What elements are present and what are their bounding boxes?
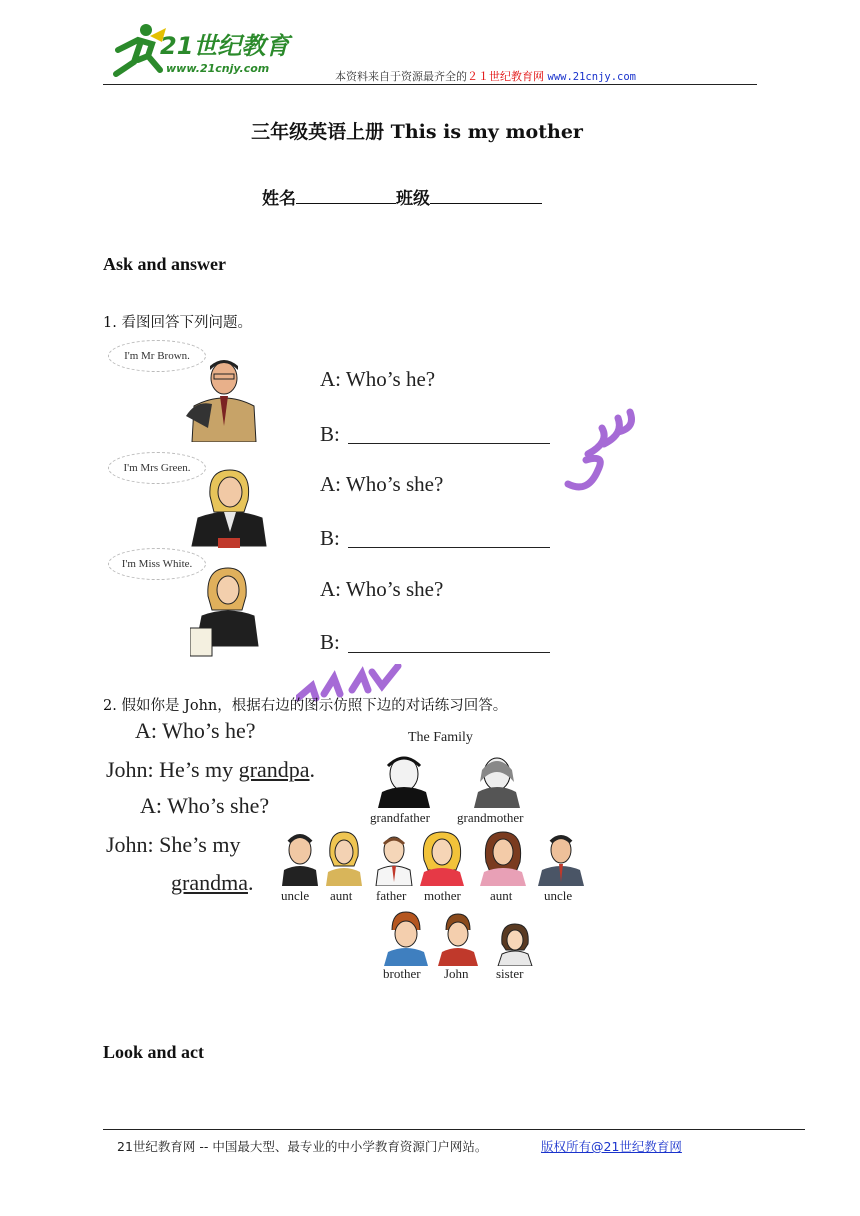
name-label: 姓名 [262,189,296,209]
label-john: John [444,966,469,981]
grandmother-portrait [470,752,524,808]
question-who-she: A: Who’s she? [320,472,444,496]
label-brother: brother [383,966,421,981]
mr-brown-illustration [182,356,266,442]
dialog-a2: A: Who’s she? [140,793,270,818]
grandfather-portrait [374,752,434,808]
uncle-portrait [536,830,586,886]
speech-bubble: I'm Miss White. [108,548,206,580]
header-note [335,68,636,84]
answer-label: B: [320,422,340,446]
question-2: 2. 假如你是 John，根据右边的图示仿照下边的对话练习回答。 [103,698,508,714]
mother-portrait [418,830,466,886]
label-aunt: aunt [330,888,353,903]
label-grandfather: grandfather [370,810,430,825]
logo-url: www.21cnjy.com [166,62,270,75]
dialog-john1 [106,757,315,783]
header-note-site[interactable]: ２１世纪教育网 [467,70,544,83]
footer-text: 21世纪教育网 -- 中国最大型、最专业的中小学教育资源门户网站。 [117,1139,488,1154]
john-portrait [436,912,480,966]
label-mother: mother [424,888,461,903]
question-who-she: A: Who’s she? [320,577,444,601]
family-title: The Family [408,730,473,745]
footer-copyright-link[interactable]: 版权所有@21世纪教育网 [541,1139,682,1154]
label-uncle: uncle [544,888,573,903]
section-heading-ask: Ask and answer [103,254,227,274]
dialog-john2-prefix: John: She’s my [106,832,241,857]
question-who-he: A: Who’s he? [320,367,436,391]
uncle-portrait [280,830,320,886]
label-uncle: uncle [281,888,310,903]
runner-logo-icon [108,22,168,80]
label-sister: sister [496,966,524,981]
miss-white-illustration [190,566,262,658]
answer-label: B: [320,630,340,654]
header-note-url[interactable]: www.21cnjy.com [547,71,637,83]
dialog-john2-end: . [247,870,254,895]
father-portrait [374,830,414,886]
speech-bubble: I'm Mr Brown. [108,340,206,372]
watermark-scribble [558,404,638,496]
dialog-john1-word: grandpa [238,757,310,782]
label-grandmother: grandmother [457,810,524,825]
answer-blank[interactable] [348,443,550,444]
header-note-prefix: 本资料来自于资源最齐全的 [335,70,467,83]
section-heading-look: Look and act [103,1042,205,1062]
speech-bubble: I'm Mrs Green. [108,452,206,484]
dialog-john2-word: grandma [171,870,248,895]
dialog-a1: A: Who’s he? [135,718,256,743]
answer-blank[interactable] [348,547,550,548]
sister-portrait [494,922,536,966]
aunt-portrait [478,830,528,886]
class-label: 班级 [396,189,430,209]
footer-divider [103,1129,805,1130]
name-blank[interactable] [296,185,396,204]
brother-portrait [382,910,430,966]
class-blank[interactable] [430,185,542,204]
answer-blank[interactable] [348,652,550,653]
mrs-green-illustration [188,466,268,556]
logo-text: 21世纪教育 [160,32,290,60]
question-1: 1. 看图回答下列问题。 [103,315,252,331]
site-logo [108,22,318,82]
aunt-portrait [324,830,364,886]
answer-label: B: [320,526,340,550]
page-title: 三年级英语上册 This is my mother [251,121,583,143]
dialog-john1-end: . [309,757,315,782]
header-divider [103,84,757,85]
name-class-line [262,184,542,209]
dialog-john1-prefix: John: He’s my [106,757,239,782]
dialog-john2-word-line [171,870,253,896]
label-father: father [376,888,407,903]
label-aunt: aunt [490,888,513,903]
